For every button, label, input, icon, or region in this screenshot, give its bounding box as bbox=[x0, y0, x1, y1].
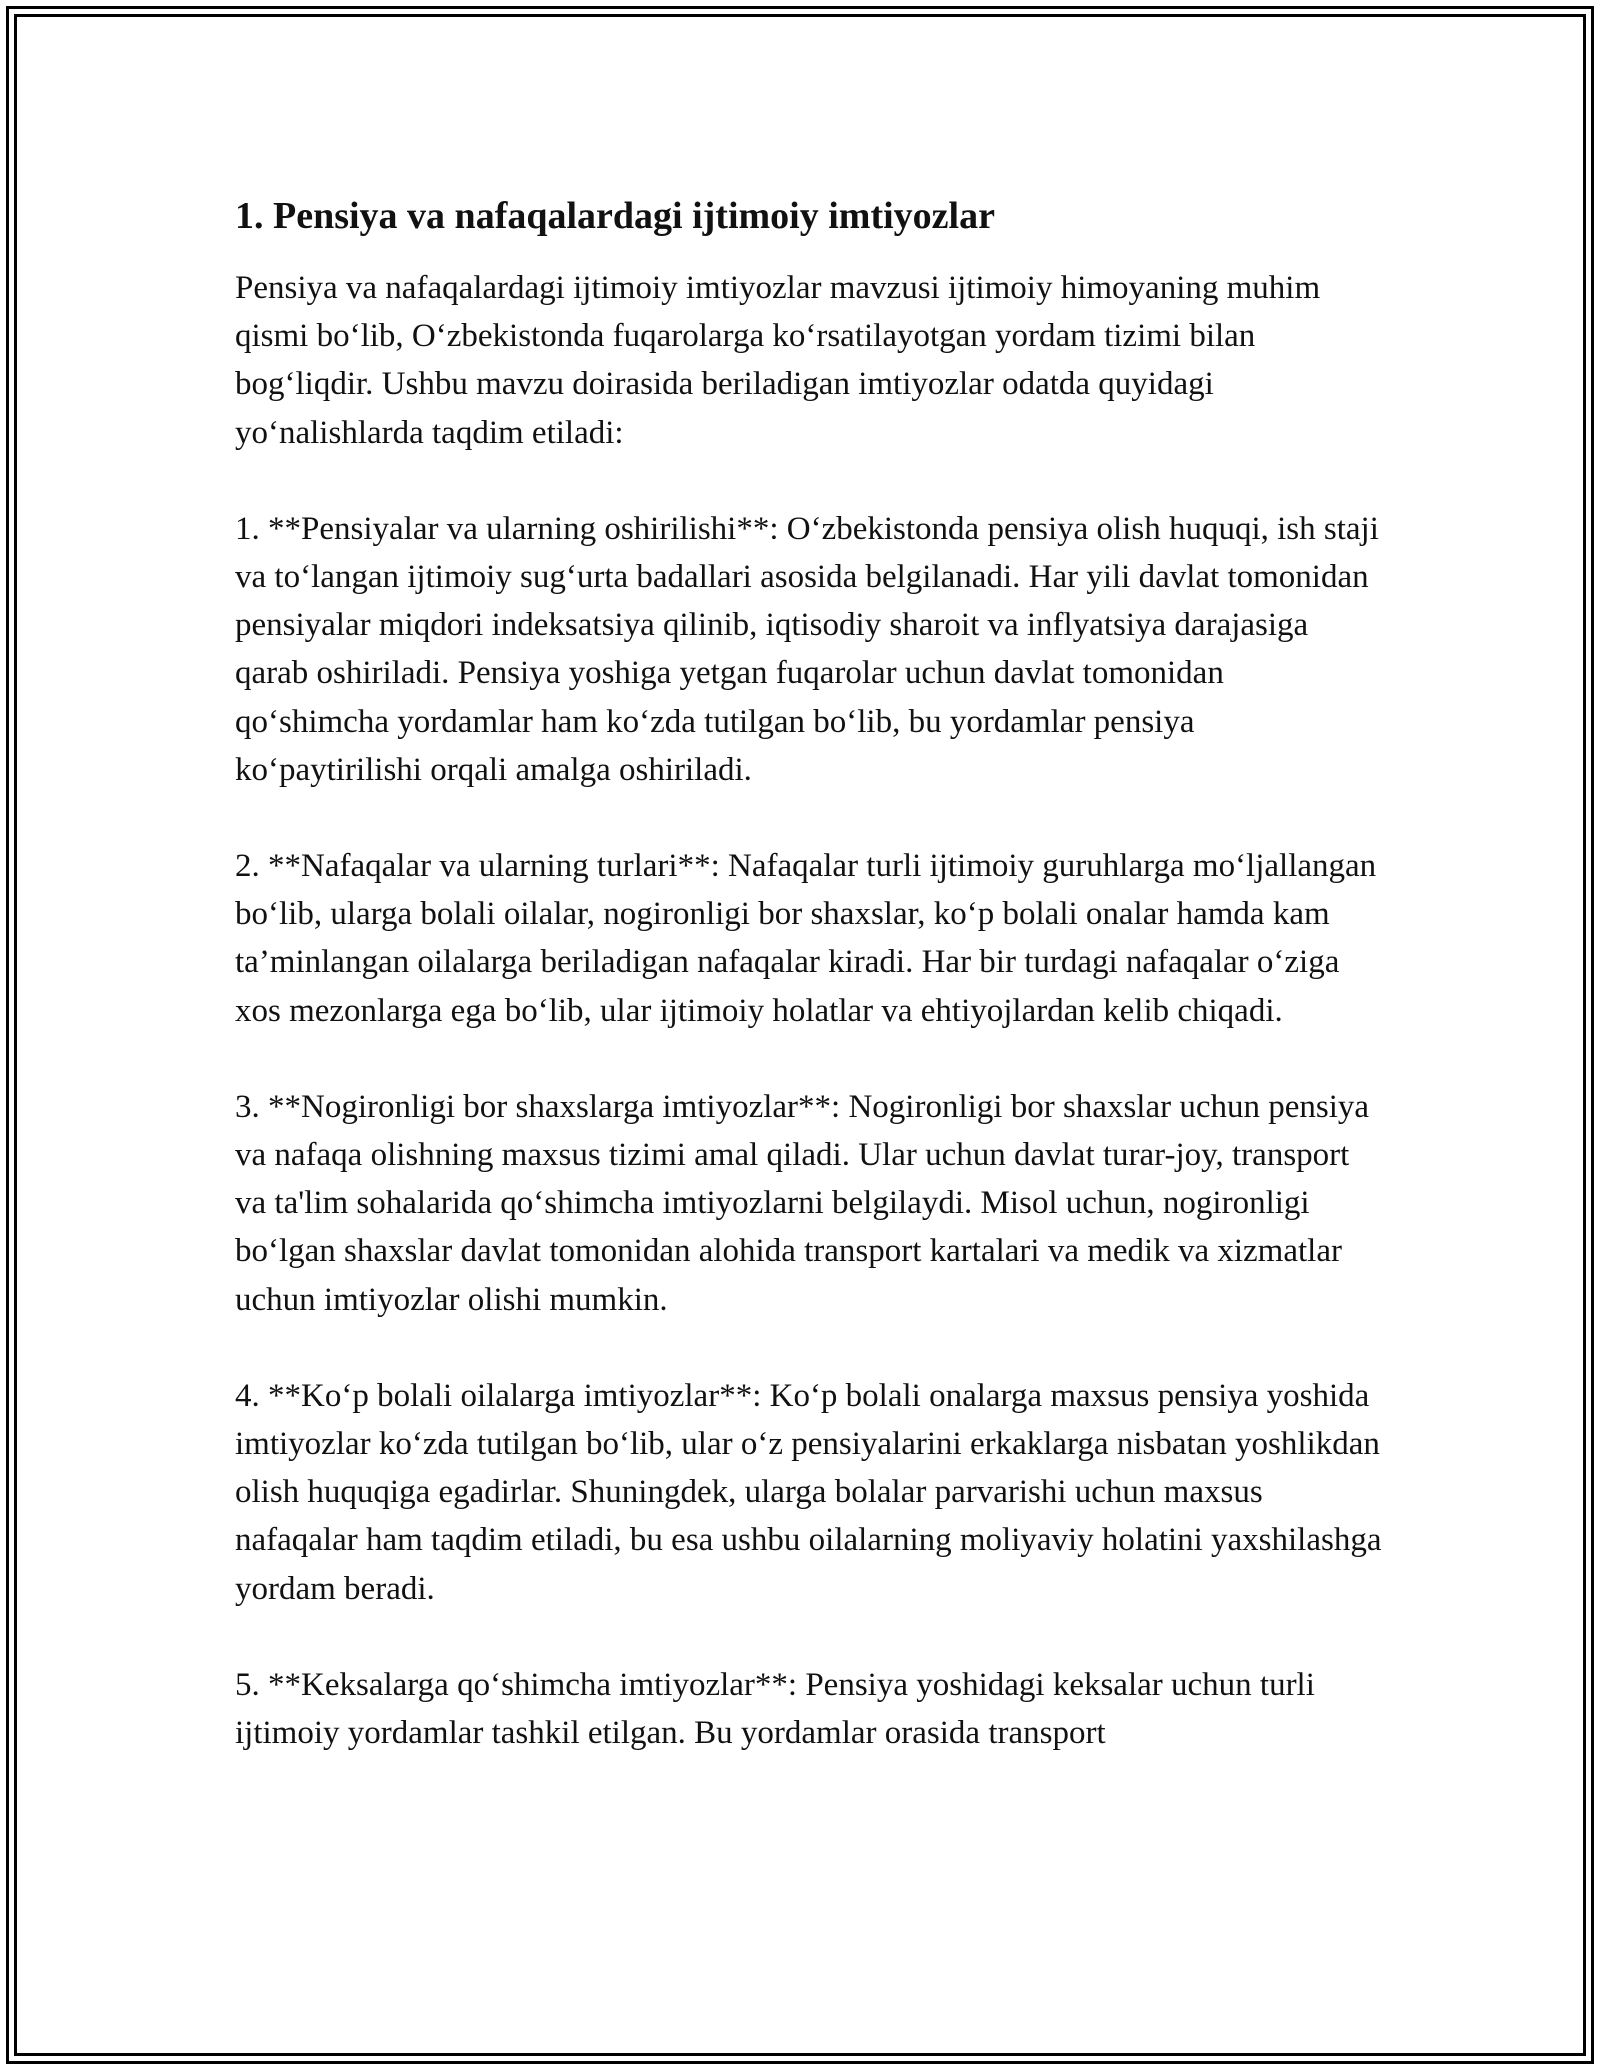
intro-paragraph: Pensiya va nafaqalardagi ijtimoiy imtiyozlar mavzusi ijtimoiy himoyaning muhim qismi bo‘lib, O‘zbekistonda fuqarolarga ko‘rsatilayotgan yordam tizimi bilan bog‘liqdir. Ushbu mavzu doirasida beriladigan imtiyozlar odatda quyidagi yo‘nalishlarda taqdim etiladi: bbox=[235, 270, 1321, 451]
page-title: 1. Pensiya va nafaqalardagi ijtimoiy imtiyozlar bbox=[235, 195, 995, 237]
list-item-large-families: 4. **Ko‘p bolali oilalarga imtiyozlar**: Ko‘p bolali onalarga maxsus pensiya yoshida imtiyozlar ko‘zda tutilgan bo‘lib, ular o‘z pensiyalarini erkaklarga nisbatan yoshlikdan olish huquqiga egadirlar. Shuningdek, ularga bolalar parvarishi uchun maxsus nafaqalar ham taqdim etiladi, bu esa ushbu oilalarning moliyaviy holatini yaxshilashga yordam beradi. bbox=[235, 1377, 1382, 1607]
list-item-disability: 3. **Nogironligi bor shaxslarga imtiyozlar**: Nogironligi bor shaxslar uchun pensiya va nafaqa olishning maxsus tizimi amal qiladi. Ular uchun davlat turar-joy, transport va ta'lim sohalarida qo‘shimcha imtiyozlarni belgilaydi. Misol uchun, nogironligi bo‘lgan shaxslar davlat tomonidan alohida transport kartalari va medik va xizmatlar uchun imtiyozlar olishi mumkin. bbox=[235, 1088, 1370, 1318]
list-item-benefits: 2. **Nafaqalar va ularning turlari**: Nafaqalar turli ijtimoiy guruhlarga mo‘ljallangan bo‘lib, ularga bolali oilalar, nogironligi bor shaxslar, ko‘p bolali onalar hamda kam ta’minlangan oilalarga beriladigan nafaqalar kiradi. Har bir turdagi nafaqalar o‘ziga xos mezonlarga ega bo‘lib, ular ijtimoiy holatlar va ehtiyojlardan kelib chiqadi. bbox=[235, 848, 1377, 1029]
list-item-pensions: 1. **Pensiyalar va ularning oshirilishi**: O‘zbekistonda pensiya olish huquqi, ish staji va to‘langan ijtimoiy sug‘urta badallari asosida belgilanadi. Har yili davlat tomonidan pensiyalar miqdori indeksatsiya qilinib, iqtisodiy sharoit va inflyatsiya darajasiga qarab oshiriladi. Pensiya yoshiga yetgan fuqarolar uchun davlat tomonidan qo‘shimcha yordamlar ham ko‘zda tutilgan bo‘lib, bu yordamlar pensiya ko‘paytirilishi orqali amalga oshiriladi. bbox=[235, 510, 1379, 788]
document-page bbox=[235, 188, 1385, 1805]
list-item-elderly: 5. **Keksalarga qo‘shimcha imtiyozlar**: Pensiya yoshidagi keksalar uchun turli ijtimoiy yordamlar tashkil etilgan. Bu yordamlar orasida transport bbox=[235, 1666, 1315, 1752]
